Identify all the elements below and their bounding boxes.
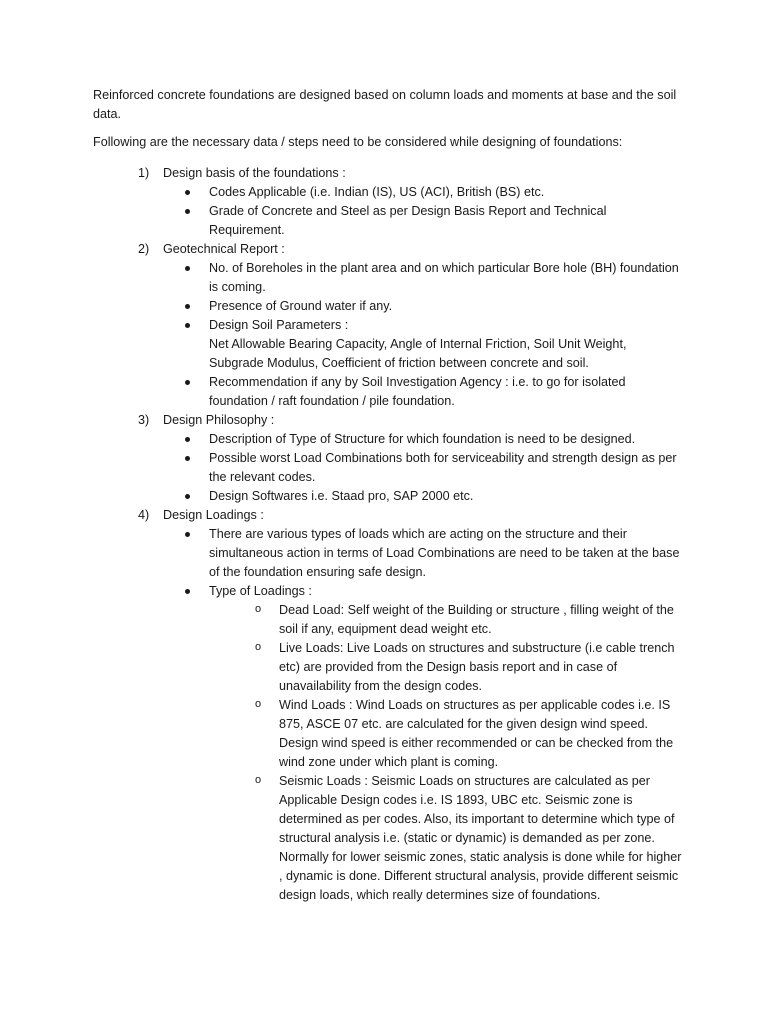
- bullet-note: Net Allowable Bearing Capacity, Angle of Internal Friction, Soil Unit Weight, Subgrade Modulus, Coefficient of friction between concrete and soil.: [209, 337, 627, 370]
- step-section: [93, 164, 683, 240]
- sub-item-text: Live Loads: Live Loads on structures and substructure (i.e cable trench etc) are provided from the Design basis report and in case of unavailability from the design codes.: [279, 641, 675, 693]
- bullet-text: Design Softwares i.e. Staad pro, SAP 2000 etc.: [209, 489, 474, 503]
- steps-intro-paragraph: Following are the necessary data / steps need to be considered while designing of foundations:: [93, 135, 623, 149]
- bullet-text: Description of Type of Structure for which foundation is need to be designed.: [209, 432, 636, 446]
- section-number: 3): [138, 413, 150, 427]
- bullet-text: There are various types of loads which are acting on the structure and their simultaneous action in terms of Load Combinations are need to be taken at the base of the foundation ensuring safe design.: [209, 527, 680, 579]
- bullet-icon: [185, 304, 190, 309]
- bullet-text: Recommendation if any by Soil Investigation Agency : i.e. to go for isolated foundation / raft foundation / pile foundation.: [209, 375, 626, 408]
- intro-paragraph: Reinforced concrete foundations are designed based on column loads and moments at base and the soil data.: [93, 88, 677, 121]
- section-number: 4): [138, 508, 150, 522]
- bullet-icon: [185, 266, 190, 271]
- bullet-list: [163, 259, 683, 411]
- bullet-item: [163, 316, 683, 373]
- bullet-icon: [185, 209, 190, 214]
- step-section: [93, 411, 683, 506]
- section-title: Design Philosophy :: [163, 413, 275, 427]
- bullet-icon: [185, 380, 190, 385]
- bullet-item: [163, 202, 683, 240]
- bullet-item: [163, 430, 683, 449]
- circle-bullet-icon: o: [255, 774, 262, 786]
- bullet-list: [163, 430, 683, 506]
- circle-bullet-icon: o: [255, 698, 262, 710]
- sub-list: [209, 601, 683, 905]
- bullet-item: [163, 259, 683, 297]
- section-title: Design Loadings :: [163, 508, 264, 522]
- section-number: 1): [138, 166, 150, 180]
- sub-item: [209, 639, 683, 696]
- bullet-text: Possible worst Load Combinations both for serviceability and strength design as per the relevant codes.: [209, 451, 677, 484]
- bullet-text: Presence of Ground water if any.: [209, 299, 393, 313]
- bullet-item: [163, 297, 683, 316]
- bullet-icon: [185, 190, 190, 195]
- bullet-icon: [185, 589, 190, 594]
- bullet-text: Type of Loadings :: [209, 584, 312, 598]
- sub-item: [209, 696, 683, 772]
- bullet-text: No. of Boreholes in the plant area and on which particular Bore hole (BH) foundation is coming.: [209, 261, 679, 294]
- document-body: [93, 86, 683, 905]
- section-title: Geotechnical Report :: [163, 242, 285, 256]
- bullet-text: Design Soil Parameters :: [209, 318, 349, 332]
- bullet-icon: [185, 437, 190, 442]
- bullet-icon: [185, 532, 190, 537]
- bullet-text: Codes Applicable (i.e. Indian (IS), US (ACI), British (BS) etc.: [209, 185, 545, 199]
- section-title: Design basis of the foundations :: [163, 166, 346, 180]
- sub-item-text: Wind Loads : Wind Loads on structures as per applicable codes i.e. IS 875, ASCE 07 etc. are calculated for the given design wind speed. Design wind speed is either recommended or can be checked from the wind zone under which plant is coming.: [279, 698, 674, 769]
- section-number: 2): [138, 242, 150, 256]
- bullet-item: [163, 525, 683, 582]
- circle-bullet-icon: o: [255, 641, 262, 653]
- bullet-item: [163, 487, 683, 506]
- bullet-list: [163, 183, 683, 240]
- bullet-icon: [185, 456, 190, 461]
- bullet-item: [163, 582, 683, 905]
- bullet-list: [163, 525, 683, 905]
- sub-item: [209, 601, 683, 639]
- bullet-item: [163, 449, 683, 487]
- sub-item-text: Dead Load: Self weight of the Building or structure , filling weight of the soil if any, equipment dead weight etc.: [279, 603, 674, 636]
- step-section: [93, 506, 683, 905]
- sub-item: [209, 772, 683, 905]
- bullet-icon: [185, 494, 190, 499]
- circle-bullet-icon: o: [255, 603, 262, 615]
- bullet-item: [163, 183, 683, 202]
- bullet-text: Grade of Concrete and Steel as per Design Basis Report and Technical Requirement.: [209, 204, 607, 237]
- step-section: [93, 240, 683, 411]
- steps-list: [93, 164, 683, 905]
- bullet-item: [163, 373, 683, 411]
- bullet-icon: [185, 323, 190, 328]
- sub-item-text: Seismic Loads : Seismic Loads on structures are calculated as per Applicable Design codes i.e. IS 1893, UBC etc. Seismic zone is determined as per codes. Also, its important to determine which type of structural analysis i.e. (static or dynamic) is demanded as per zone. Normally for lower seismic zones, static analysis is done while for higher , dynamic is done. Different structural analysis, provide different seismic design loads, which really determines size of foundations.: [279, 774, 682, 902]
